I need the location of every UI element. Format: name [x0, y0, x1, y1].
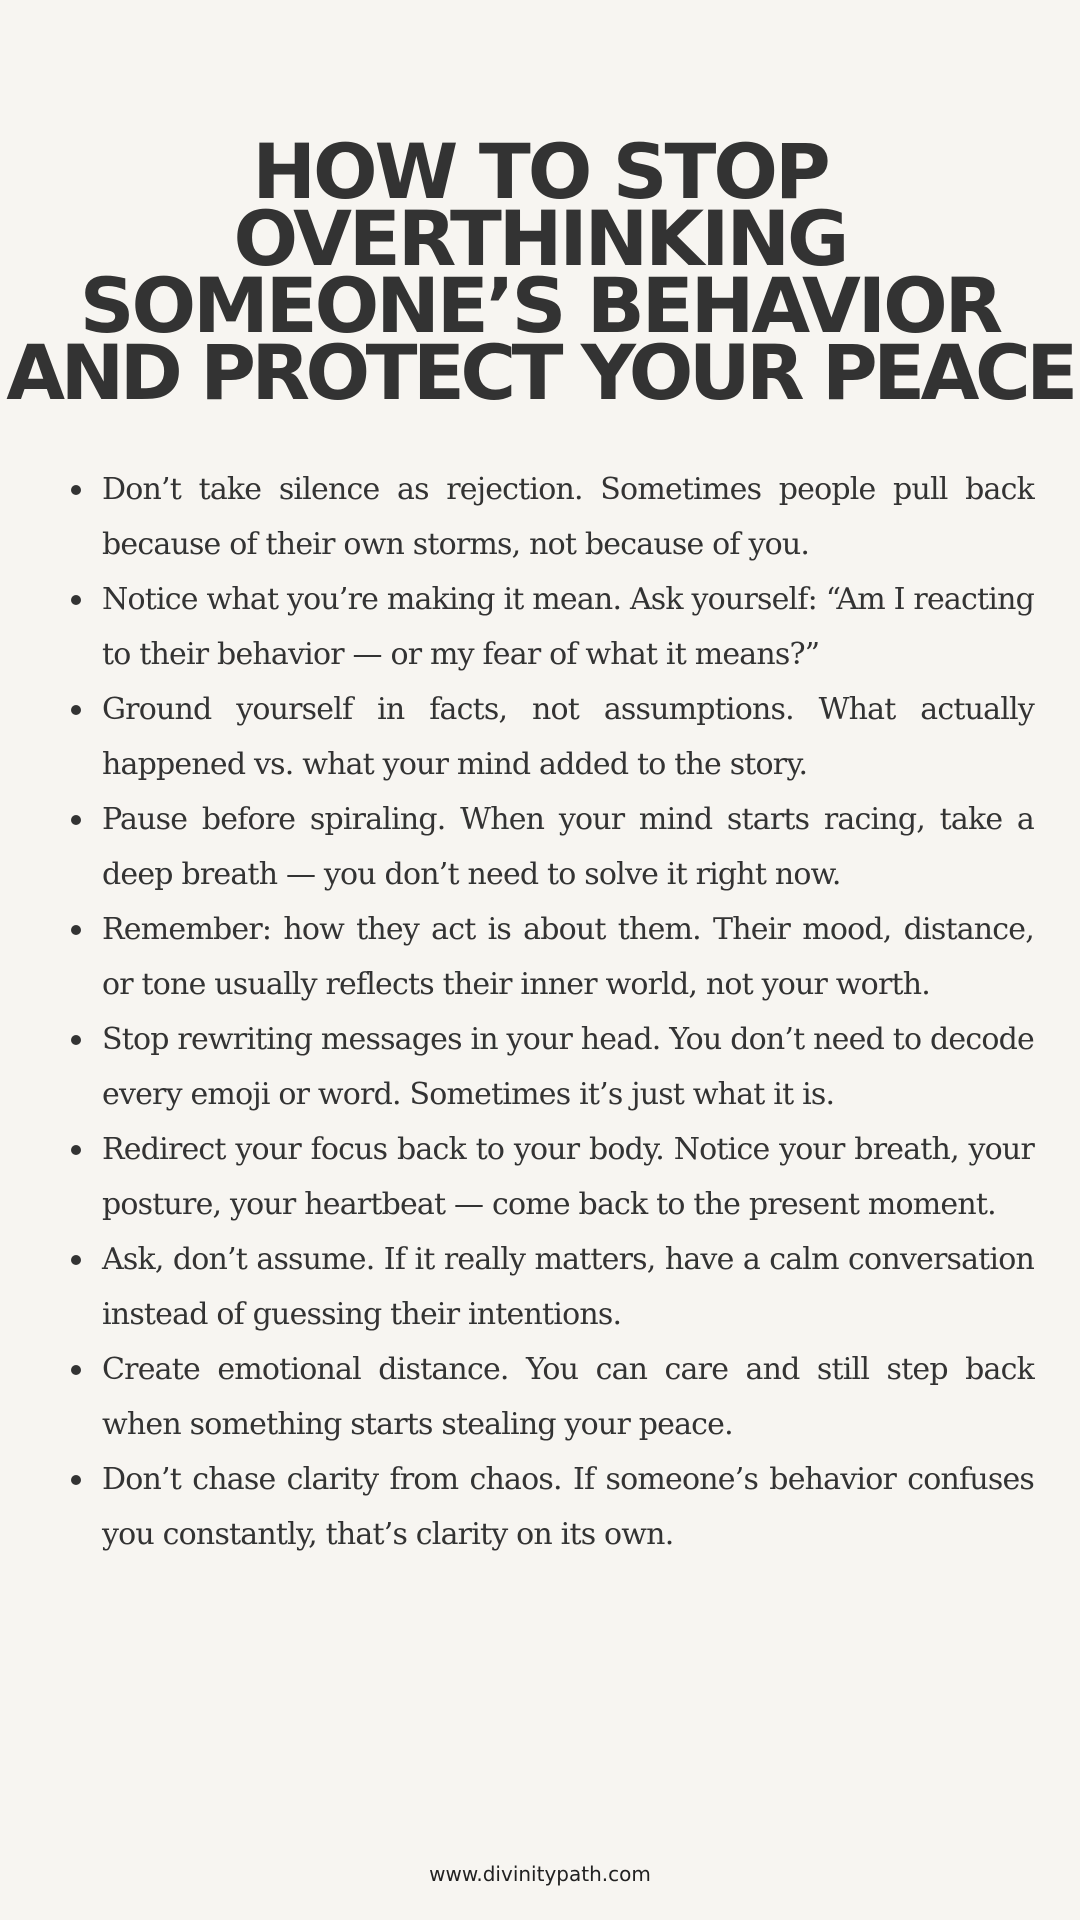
bullet-icon	[71, 485, 81, 495]
list-item	[102, 1122, 1034, 1232]
list-item	[102, 792, 1034, 902]
bullet-icon	[71, 1145, 81, 1155]
list-item	[102, 1232, 1034, 1342]
bullet-icon	[71, 595, 81, 605]
title-line-4: AND PROTECT YOUR PEACE	[6, 328, 1074, 417]
bullet-icon	[71, 925, 81, 935]
tip-text: Don’t chase clarity from chaos. If someone’s behavior confuses you constantly, that’s clarity on its own.	[102, 1462, 1034, 1552]
list-item	[102, 1452, 1034, 1562]
list-item	[102, 902, 1034, 1012]
bullet-icon	[71, 1475, 81, 1485]
bullet-icon	[71, 1035, 81, 1045]
bullet-icon	[71, 1255, 81, 1265]
list-item	[102, 1342, 1034, 1452]
list-item	[102, 572, 1034, 682]
page-title	[0, 127, 1080, 417]
title-line-1: HOW TO STOP	[252, 127, 828, 216]
tip-text: Pause before spiraling. When your mind starts racing, take a deep breath — you don’t need to solve it right now.	[102, 802, 1034, 892]
tip-text: Redirect your focus back to your body. Notice your breath, your posture, your heartbeat — come back to the present moment.	[102, 1132, 1034, 1222]
title-line-3: SOMEONE’S BEHAVIOR	[79, 261, 1001, 350]
tip-text: Ground yourself in facts, not assumptions. What actually happened vs. what your mind added to the story.	[102, 692, 1034, 782]
tip-text: Notice what you’re making it mean. Ask yourself: “Am I reacting to their behavior — or my fear of what it means?”	[102, 582, 1034, 672]
tip-text: Remember: how they act is about them. Their mood, distance, or tone usually reflects their inner world, not your worth.	[102, 912, 1034, 1002]
tip-text: Don’t take silence as rejection. Sometimes people pull back because of their own storms, not because of you.	[102, 472, 1034, 562]
bullet-icon	[71, 705, 81, 715]
tip-text: Create emotional distance. You can care and still step back when something starts stealing your peace.	[102, 1352, 1034, 1442]
website-url: www.divinitypath.com	[429, 1862, 651, 1886]
tips-list	[102, 462, 1034, 1562]
tip-text: Ask, don’t assume. If it really matters, have a calm conversation instead of guessing their intentions.	[102, 1242, 1034, 1332]
title-line-2: OVERTHINKING	[233, 194, 847, 283]
list-item	[102, 682, 1034, 792]
bullet-icon	[71, 815, 81, 825]
tip-text: Stop rewriting messages in your head. You don’t need to decode every emoji or word. Sometimes it’s just what it is.	[102, 1022, 1034, 1112]
list-item	[102, 462, 1034, 572]
bullet-icon	[71, 1365, 81, 1375]
list-item	[102, 1012, 1034, 1122]
